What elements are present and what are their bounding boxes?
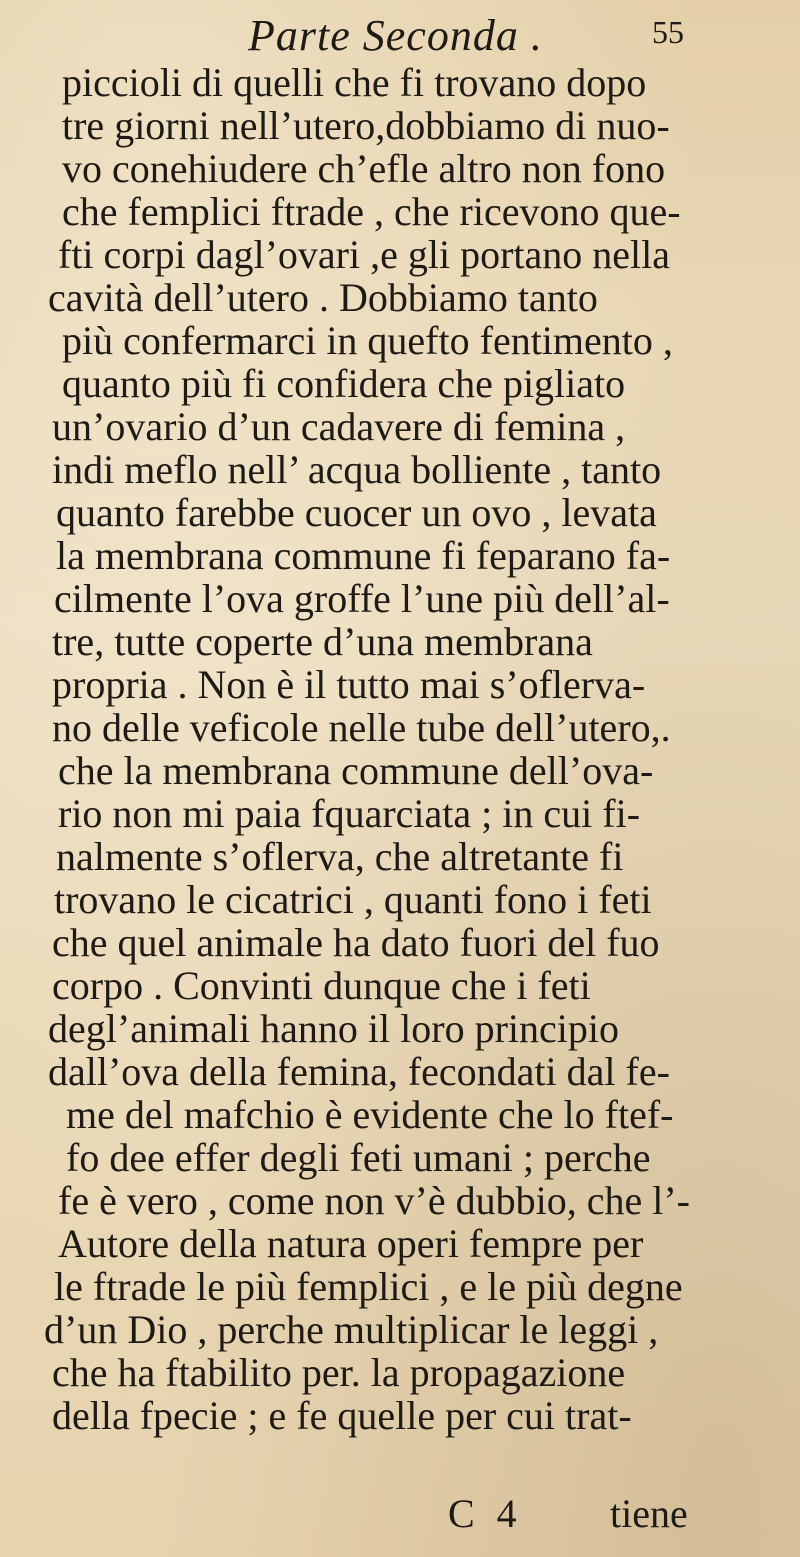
text-line: d’un Dio , perche multiplicar le leggi , [44, 1307, 659, 1352]
text-line: tre, tutte coperte d’una membrana [52, 619, 593, 664]
text-line: fti corpi dagl’ovari ,e gli portano nella [58, 232, 671, 277]
text-line: che femplici ftrade , che ricevono que- [62, 189, 681, 234]
text-line: no delle veficole nelle tube dell’utero,. [52, 705, 671, 750]
text-line: trovano le cicatrici , quanti fono i feti [54, 877, 652, 922]
text-line: cavità dell’utero . Dobbiamo tanto [48, 275, 598, 320]
text-line: la membrana commune fi feparano fa- [56, 533, 671, 578]
text-line: tre giorni nell’utero,dobbiamo di nuo- [62, 103, 670, 148]
running-title: Parte Seconda . [248, 11, 543, 60]
text-line: indi meflo nell’ acqua bolliente , tanto [52, 447, 662, 492]
text-line: fe è vero , come non v’è dubbio, che l’- [58, 1178, 690, 1223]
text-line: più confermarci in quefto fentimento , [62, 318, 673, 363]
text-line: che ha ftabilito per. la propagazione [52, 1350, 626, 1395]
text-line: cilmente l’ova groffe l’une più dell’al- [54, 576, 670, 621]
page-number: 55 [652, 14, 684, 50]
text-line: che quel animale ha dato fuori del fuo [52, 920, 660, 965]
signature-mark: C 4 [448, 1491, 523, 1536]
text-line: Autore della natura operi fempre per [58, 1221, 644, 1266]
text-line: quanto più fi confidera che pigliato [62, 361, 626, 406]
text-line: piccioli di quelli che fi trovano dopo [62, 60, 647, 105]
text-line: quanto farebbe cuocer un ovo , levata [56, 490, 657, 535]
text-line: le ftrade le più femplici , e le più degne [54, 1264, 683, 1309]
text-line: che la membrana commune dell’ova- [58, 748, 654, 793]
text-line: rio non mi paia fquarciata ; in cui fi- [58, 791, 641, 836]
catchline [0, 1490, 800, 1540]
text-line: dall’ova della femina, fecondati dal fe- [48, 1049, 670, 1094]
text-line: vo conehiudere ch’efle altro non fono [62, 146, 666, 191]
text-line: fo dee effer degli feti umani ; perche [66, 1135, 651, 1180]
catchword: tiene [610, 1491, 688, 1536]
running-head [0, 8, 800, 58]
text-line: corpo . Convinti dunque che i feti [52, 963, 591, 1008]
text-line: me del mafchio è evidente che lo ftef- [66, 1092, 674, 1137]
text-line: degl’animali hanno il loro principio [48, 1006, 619, 1051]
text-line: un’ovario d’un cadavere di femina , [52, 404, 626, 449]
text-line: della fpecie ; e fe quelle per cui trat- [52, 1393, 632, 1438]
text-line: nalmente s’oflerva, che altretante fi [56, 834, 624, 879]
text-line: propria . Non è il tutto mai s’oflerva- [52, 662, 646, 707]
